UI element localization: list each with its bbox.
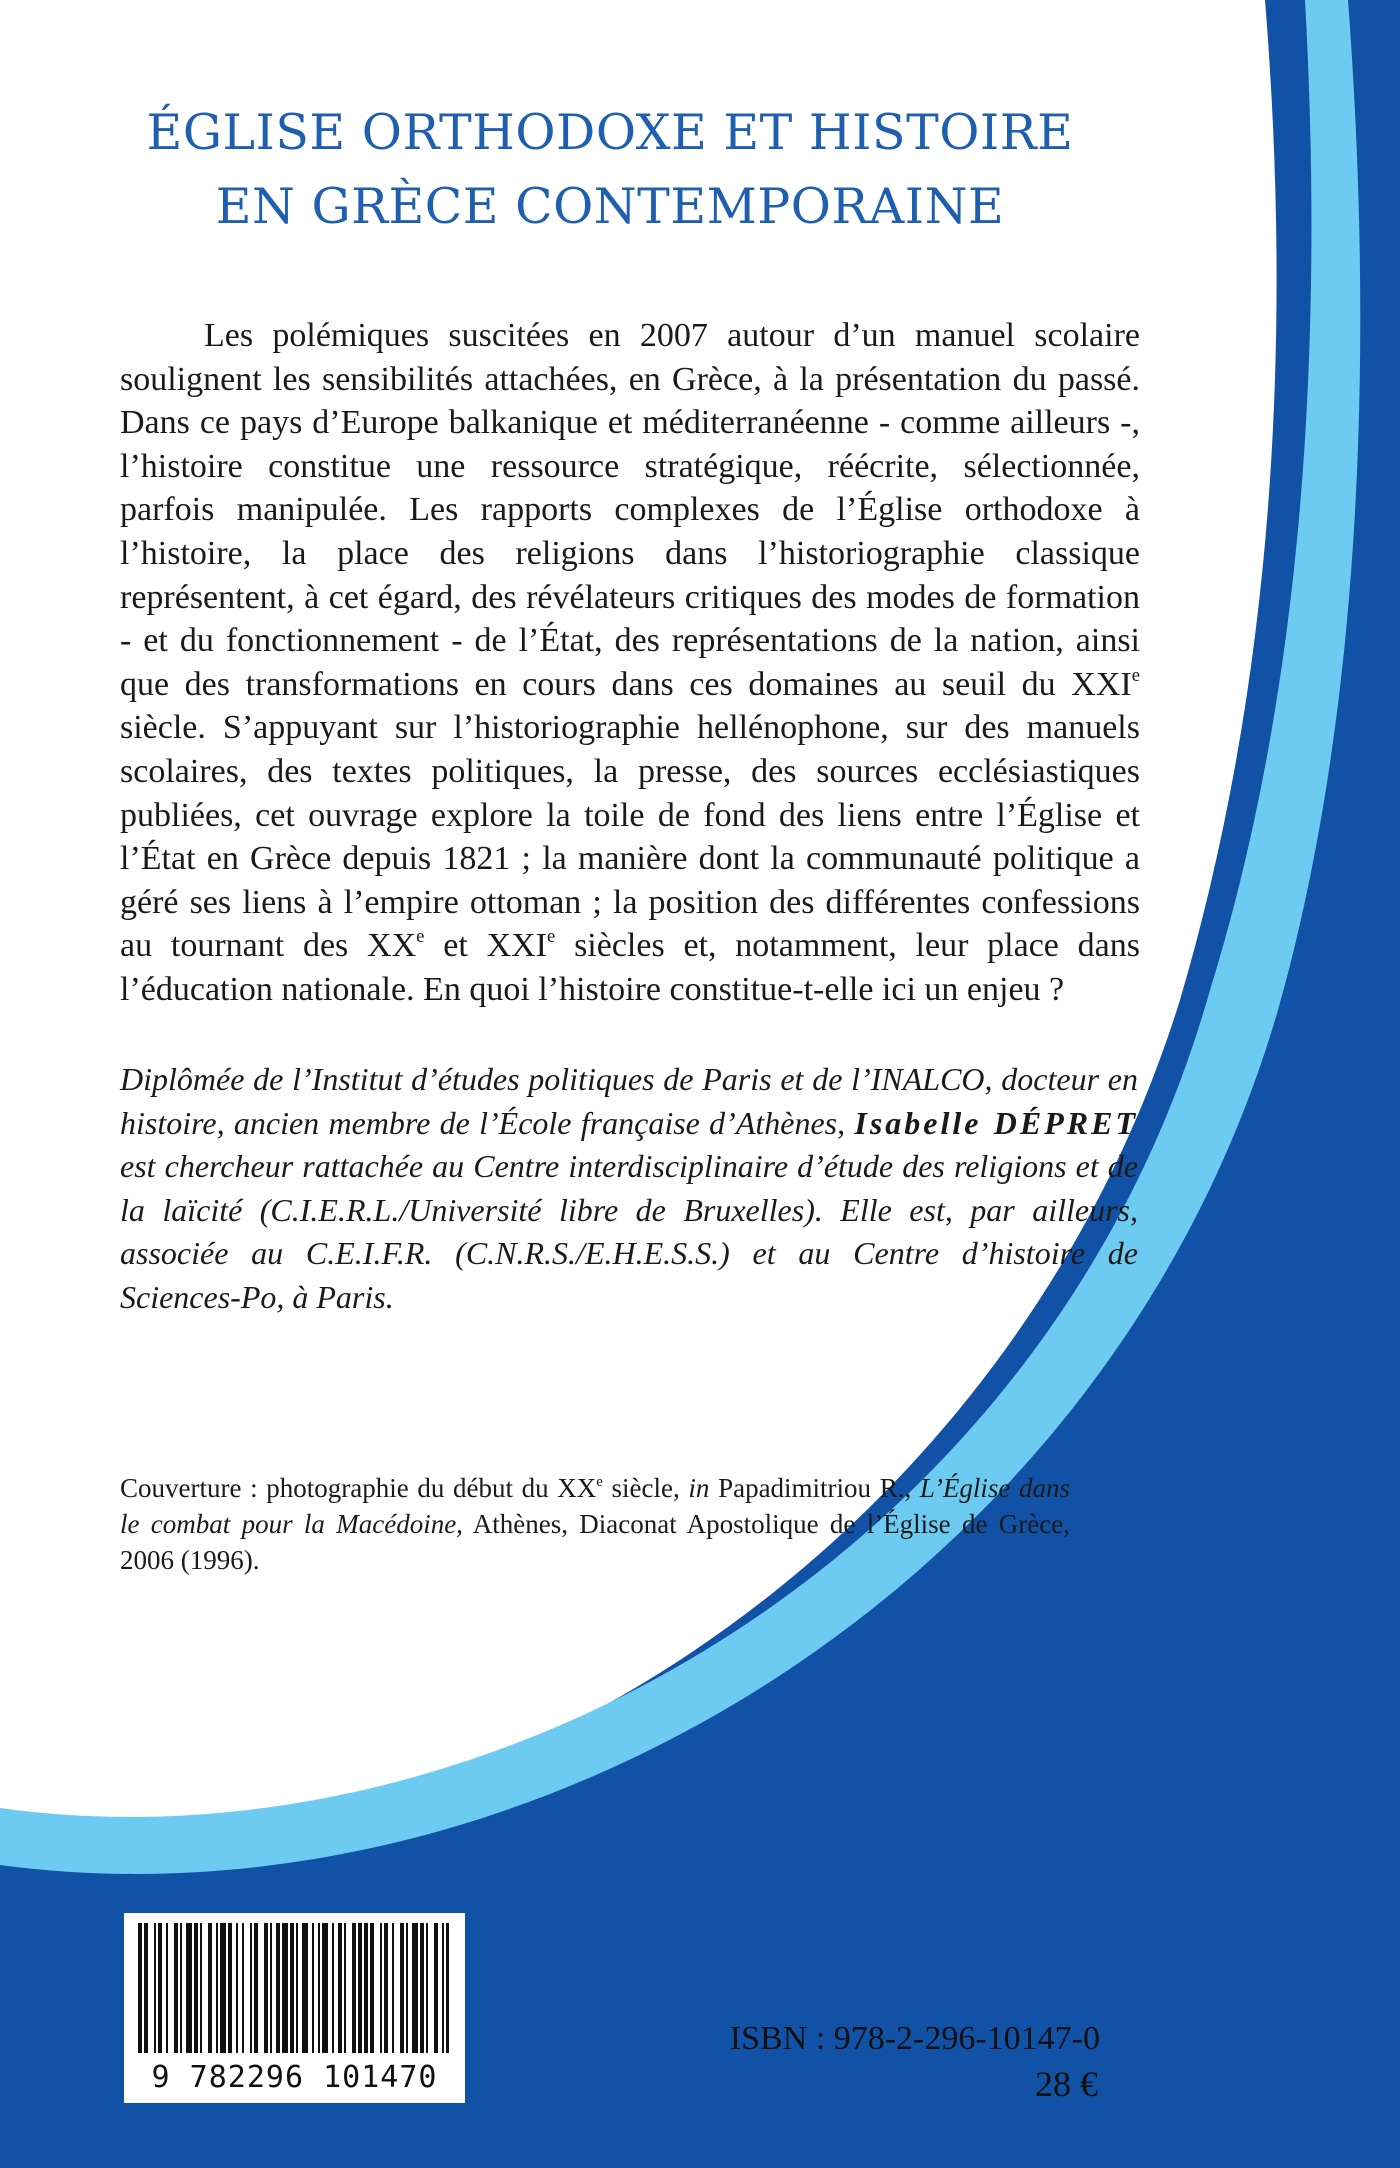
barcode-bar [384,1923,388,2053]
barcode-bar [406,1923,408,2053]
barcode-bar [338,1923,342,2053]
summary-paragraph [120,314,1140,1012]
barcode-bar [400,1923,404,2053]
barcode-bar [380,1923,382,2053]
summary-part-2: siècle. S’appuyant sur l’historiographie hellénophone, sur des manuels scolaires, des textes politiques, la presse, des sources ecclésiastiques publiées, cet ouvrage explore la toile de fond des liens entre l’Église et l’État en Grèce depuis 1821 ; la manière dont la communauté politique a géré ses liens à l’empire ottoman ; la position des différentes confessions au tournant des XX [120,709,1140,965]
barcode-bar [216,1923,218,2053]
barcode-bar [158,1923,162,2053]
barcode-bar [250,1923,252,2053]
barcode-bar [344,1923,346,2053]
barcode-bar [426,1923,428,2053]
barcode-bar [290,1923,294,2053]
barcode-bar [186,1923,192,2053]
barcode-bar [174,1923,178,2053]
barcode-bar [332,1923,334,2053]
barcode-bar [194,1923,198,2053]
barcode-bar [236,1923,238,2053]
summary-part-3: et XXI [424,927,547,965]
summary-sup-2: e [416,926,425,948]
barcode-bar [138,1923,142,2053]
barcode-digits: 9 782296 101470 [151,2060,438,2095]
author-bio [120,1058,1138,1319]
author-bio-paragraph [120,1058,1138,1319]
author-bio-after: est chercheur rattachée au Centre interdisciplinaire d’étude des religions et de la laïcité (C.I.E.R.L./Université libre de Bruxelles). Elle est, par ailleurs, associée au C.E.I.F.R. (C.N.R.S./E.H.E.S.S.) et au Centre d’histoire de Sciences-Po, à Paris. [120,1148,1138,1315]
barcode-bar [370,1923,374,2053]
barcode-bar [208,1923,212,2053]
barcode-bar [442,1923,444,2053]
barcode-bar [220,1923,226,2053]
barcode-bar [392,1923,394,2053]
credit-part-1: Couverture : photographie du début du XX [120,1473,597,1503]
book-title-line-2: EN GRÈCE CONTEMPORAINE [215,178,1005,235]
book-title-line-1: ÉGLISE ORTHODOXE ET HISTOIRE [146,104,1074,161]
isbn-number: ISBN : 978-2-296-10147-0 [729,2020,1100,2057]
author-bio-before: Diplômée de l’Institut d’études politiques de Paris et de l’INALCO, docteur en histoire, ancien membre de l’École française d’Athènes, [120,1061,1138,1141]
credit-book-title: L’Église dans le combat pour la Macédoine, [120,1473,1071,1539]
barcode-bar [154,1923,156,2053]
barcode-bar [166,1923,168,2053]
barcode-bar [318,1923,320,2053]
barcode-bar [264,1923,268,2053]
barcode-bar [200,1923,202,2053]
barcode-bar [302,1923,308,2053]
barcode-bar [228,1923,232,2053]
barcode [124,1913,465,2103]
barcode-bar [180,1923,182,2053]
barcode-bar [242,1923,244,2053]
book-title [100,96,1120,244]
barcode-bar [276,1923,280,2053]
barcode-bar [144,1923,148,2053]
summary-part-4: siècles et, notamment, leur place dans l’éducation nationale. En quoi l’histoire constitue-t-elle ici un enjeu ? [120,927,1140,1008]
cover-credit-paragraph [120,1470,1070,1578]
barcode-bar [364,1923,368,2053]
summary-sup-1: e [1131,664,1140,686]
summary-part-1: Les polémiques suscitées en 2007 autour d’un manuel scolaire soulignent les sensibilités attachées, en Grèce, à la présentation du passé. Dans ce pays d’Europe balkanique et méditerranéenne - comme ailleurs -, l’histoire constitue une ressource stratégique, réécrite, sélectionnée, parfois manipulée. Les rapports complexes de l’Église orthodoxe à l’histoire, la place des religions dans l’historiographie classique représentent, à cet égard, des révélateurs critiques des modes de formation - et du fonctionnement - de l’État, des représentations de la nation, ainsi que des transformations en cours dans ces domaines au seuil du XXI [120,317,1140,703]
barcode-bar [420,1923,424,2053]
summary-text [120,314,1140,1012]
author-name: Isabelle DÉPRET [854,1104,1138,1141]
barcode-bar [296,1923,298,2053]
barcode-bar [322,1923,328,2053]
credit-in-word: in [688,1473,710,1503]
barcode-bar [446,1923,449,2053]
summary-sup-3: e [547,926,556,948]
barcode-bar [312,1923,314,2053]
barcode-bar [358,1923,362,2053]
credit-part-4: Athènes, Diaconat Apostolique de l’Église de Grèce, 2006 (1996). [120,1509,1070,1575]
barcode-bar [282,1923,288,2053]
barcode-bar [352,1923,356,2053]
credit-part-3: Papadimitriou R., [709,1473,920,1503]
cover-credit [120,1470,1070,1578]
credit-part-2: siècle, [602,1473,689,1503]
barcode-bars [136,1923,453,2053]
barcode-bar [270,1923,272,2053]
credit-sup: e [596,1473,603,1490]
barcode-bar [434,1923,438,2053]
price: 28 € [1035,2064,1098,2104]
barcode-bar [254,1923,258,2053]
barcode-bar [412,1923,418,2053]
